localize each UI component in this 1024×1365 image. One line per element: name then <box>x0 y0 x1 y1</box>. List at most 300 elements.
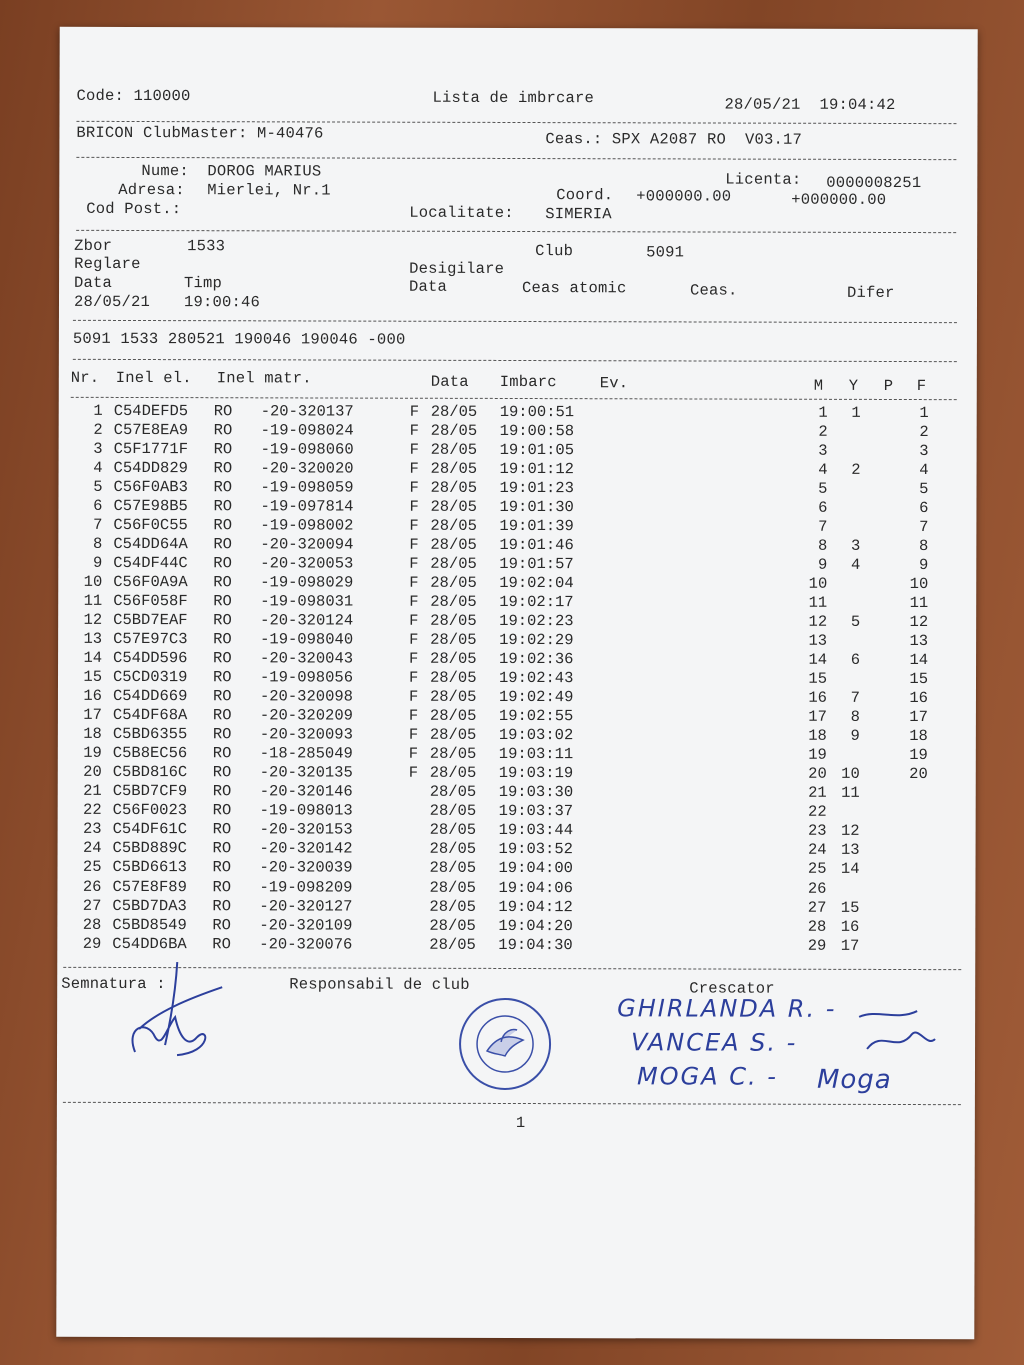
cell-nr: 27 <box>82 896 102 915</box>
col-f: F <box>916 377 927 396</box>
cell-m: 25 <box>807 860 827 879</box>
cell-el: C54DF44C <box>113 554 188 573</box>
cell-ro: RO <box>212 915 231 934</box>
cell-matr: -19-098013 <box>259 801 353 820</box>
cell-data: 28/05 <box>429 764 477 783</box>
cell-ro: RO <box>212 896 232 915</box>
cell-data: 28/05 <box>429 669 477 688</box>
cell-matr: -20-320142 <box>259 839 353 859</box>
cell-f: 17 <box>909 708 928 727</box>
cell-m: 11 <box>808 593 828 612</box>
cell-f: 2 <box>919 423 929 442</box>
cell-ro: RO <box>213 630 232 649</box>
handwritten-marks <box>857 999 937 1059</box>
cell-fl: F <box>409 573 419 592</box>
cell-m: 12 <box>808 612 828 632</box>
cell-f: 3 <box>919 442 929 461</box>
cell-data: 28/05 <box>429 935 476 954</box>
cell-ro: RO <box>213 459 233 478</box>
cell-nr: 11 <box>83 592 103 611</box>
cell-el: C54DEFD5 <box>113 401 189 421</box>
col-ev: Ev. <box>599 374 629 393</box>
cell-ro: RO <box>213 421 233 440</box>
cell-nr: 28 <box>82 915 102 934</box>
cell-el: C5BD889C <box>112 839 188 858</box>
cell-el: C54DD829 <box>113 458 189 478</box>
cell-time: 19:00:51 <box>499 402 575 422</box>
cell-time: 19:01:39 <box>499 517 574 536</box>
cell-f: 8 <box>919 537 929 556</box>
table-row <box>58 668 976 689</box>
cell-m: 8 <box>818 536 828 555</box>
cell-matr: -19-098059 <box>260 478 354 497</box>
cell-time: 19:03:02 <box>498 726 574 745</box>
data2-label: Data <box>409 277 448 296</box>
table-row <box>58 516 976 537</box>
cell-y: 3 <box>851 536 861 556</box>
club-value: 5091 <box>646 243 685 262</box>
cell-y: 14 <box>840 860 860 879</box>
cell-m: 14 <box>808 651 828 670</box>
cell-data: 28/05 <box>429 745 477 764</box>
cell-m: 28 <box>807 917 827 936</box>
cell-y: 7 <box>850 689 860 708</box>
cell-m: 9 <box>817 555 828 574</box>
cell-data: 28/05 <box>430 421 478 440</box>
cell-matr: -19-098024 <box>260 421 354 440</box>
cell-data: 28/05 <box>430 402 478 421</box>
cell-f: 16 <box>909 689 928 708</box>
cell-nr: 21 <box>83 782 102 801</box>
cell-f: 4 <box>919 461 929 480</box>
table-row <box>58 839 976 860</box>
cell-y: 10 <box>841 765 860 784</box>
cell-data: 28/05 <box>430 631 477 650</box>
cell-matr: -19-098040 <box>260 630 354 649</box>
col-y: Y <box>848 376 859 395</box>
cell-el: C56F0C55 <box>113 516 188 535</box>
table-row <box>59 440 977 461</box>
cell-time: 19:02:04 <box>499 574 574 593</box>
cell-y: 11 <box>841 784 860 803</box>
cell-m: 13 <box>808 631 828 651</box>
cell-nr: 17 <box>83 706 102 725</box>
table-row <box>59 402 977 423</box>
ceas-label: Ceas. <box>690 281 738 300</box>
col-inel-matr: Inel matr. <box>216 369 312 388</box>
cell-y: 12 <box>840 822 860 841</box>
cell-fl: F <box>409 478 419 497</box>
cell-nr: 25 <box>82 858 102 877</box>
cell-fl: F <box>408 668 419 688</box>
cell-data: 28/05 <box>429 783 477 802</box>
club-label: Club <box>535 242 574 261</box>
table-row <box>58 573 976 594</box>
cell-m: 21 <box>808 784 827 803</box>
col-m: M <box>813 376 824 395</box>
cell-data: 28/05 <box>429 726 477 745</box>
divider <box>76 230 956 233</box>
cell-matr: -20-320127 <box>259 896 353 916</box>
cell-nr: 29 <box>82 934 102 953</box>
cell-time: 19:02:43 <box>498 669 574 688</box>
table-row <box>58 706 976 727</box>
cell-data: 28/05 <box>429 707 477 726</box>
localitate-label: Localitate: <box>409 203 514 222</box>
cell-time: 19:04:06 <box>498 878 573 897</box>
table-row <box>57 934 975 955</box>
cell-matr: -20-320135 <box>259 763 353 782</box>
cell-nr: 19 <box>83 744 102 763</box>
table-row <box>59 421 977 442</box>
cell-nr: 4 <box>93 458 103 477</box>
table-row <box>58 744 976 765</box>
cell-time: 19:02:23 <box>499 612 574 631</box>
difer-label: Difer <box>846 283 895 302</box>
reglare-time: 19:00:46 <box>183 293 261 312</box>
cell-y: 13 <box>840 841 860 860</box>
cell-f: 5 <box>919 480 929 499</box>
zbor-label: Zbor <box>74 236 113 255</box>
cell-time: 19:02:55 <box>498 707 574 726</box>
handwritten-signature-3: Moga <box>816 1064 892 1095</box>
cell-nr: 16 <box>83 687 102 706</box>
cell-ro: RO <box>213 611 232 630</box>
cell-m: 23 <box>807 822 827 841</box>
table-row <box>57 858 975 879</box>
table-row <box>58 782 976 803</box>
cell-f: 18 <box>909 727 928 746</box>
cell-el: C56F058F <box>113 592 188 611</box>
cell-matr: -20-320146 <box>259 782 353 801</box>
responsabil-label: Responsabil de club <box>289 975 470 994</box>
cell-data: 28/05 <box>429 859 477 878</box>
reglare-date: 28/05/21 <box>73 292 151 312</box>
divider <box>73 320 957 323</box>
cell-ro: RO <box>213 516 233 535</box>
handwritten-name-2: VANCEA S. - <box>631 1028 798 1057</box>
clock-id: Ceas.: SPX A2087 RO V03.17 <box>545 130 802 149</box>
licenta-value: 0000008251 <box>826 173 922 193</box>
col-nr: Nr. <box>70 368 100 387</box>
cell-time: 19:03:52 <box>498 840 574 859</box>
semnatura-label: Semnatura : <box>61 974 166 994</box>
cell-y: 8 <box>850 708 860 727</box>
cell-nr: 5 <box>93 477 103 496</box>
cell-ro: RO <box>213 649 232 668</box>
cell-f: 20 <box>909 765 928 784</box>
cell-nr: 23 <box>82 820 102 839</box>
ceas-atomic-label: Ceas atomic <box>522 279 627 298</box>
cell-nr: 8 <box>93 535 103 554</box>
cell-matr: -20-320093 <box>259 725 353 744</box>
cell-data: 28/05 <box>429 916 476 935</box>
cell-matr: -19-097814 <box>260 497 354 516</box>
cell-m: 2 <box>818 422 828 441</box>
reglare-label: Reglare <box>74 254 141 274</box>
cell-f: 15 <box>909 670 929 689</box>
cell-el: C5BD6355 <box>112 725 188 744</box>
cell-time: 19:04:12 <box>498 897 573 916</box>
cell-time: 19:02:36 <box>499 650 574 669</box>
cell-time: 19:01:12 <box>499 460 575 479</box>
cell-fl: F <box>408 726 419 745</box>
cell-matr: -20-320137 <box>260 402 354 421</box>
cell-nr: 26 <box>82 877 102 896</box>
cell-ro: RO <box>213 497 233 516</box>
cell-el: C54DD64A <box>113 535 188 554</box>
cell-el: C57E98B5 <box>113 497 188 516</box>
cell-nr: 14 <box>83 649 103 668</box>
timp-label: Timp <box>184 274 223 293</box>
coord-label: Coord. <box>556 186 614 205</box>
cell-y: 16 <box>840 917 860 936</box>
cell-ro: RO <box>213 592 232 611</box>
cell-ro: RO <box>212 839 232 858</box>
divider <box>71 397 957 400</box>
cell-m: 26 <box>807 879 827 898</box>
cell-nr: 9 <box>92 554 103 573</box>
summary-line: 5091 1533 280521 190046 190046 -000 <box>72 329 406 349</box>
crescator-label: Crescator <box>689 979 775 998</box>
page-number: 1 <box>515 1113 526 1133</box>
print-datetime: 28/05/21 19:04:42 <box>724 95 896 114</box>
cell-fl: F <box>409 421 419 440</box>
cell-m: 29 <box>807 936 827 955</box>
cell-f: 11 <box>909 594 929 613</box>
cell-el: C56F0023 <box>112 801 188 820</box>
cell-nr: 6 <box>93 496 103 516</box>
cell-matr: -20-320094 <box>260 535 354 554</box>
document-page <box>56 27 977 1339</box>
cell-matr: -19-098002 <box>260 516 354 535</box>
cell-y: 1 <box>851 403 861 422</box>
data-label: Data <box>74 273 113 292</box>
cell-m: 17 <box>808 708 827 727</box>
cell-el: C5BD7DA3 <box>112 896 187 915</box>
cell-time: 19:00:58 <box>499 421 575 441</box>
cell-y: 17 <box>840 936 860 955</box>
cell-fl: F <box>409 554 419 573</box>
licenta-label: Licenta: <box>725 170 802 189</box>
cell-ro: RO <box>213 440 233 459</box>
cell-el: C56F0A9A <box>113 573 188 592</box>
cell-matr: -18-285049 <box>259 744 353 763</box>
cell-data: 28/05 <box>430 478 478 497</box>
cell-y: 6 <box>850 651 861 670</box>
cell-matr: -19-098056 <box>259 668 354 687</box>
cell-fl: F <box>409 497 419 516</box>
cell-nr: 22 <box>83 801 102 820</box>
cell-el: C57E8F89 <box>112 877 187 896</box>
cell-data: 28/05 <box>429 878 477 897</box>
cell-nr: 20 <box>83 763 102 782</box>
cell-el: C5CD0319 <box>112 668 188 687</box>
coord-value-1: +000000.00 <box>636 187 732 206</box>
cell-f: 9 <box>918 556 929 575</box>
cell-time: 19:01:30 <box>499 498 574 517</box>
handwritten-name-3: MOGA C. - <box>636 1062 778 1091</box>
table-row <box>58 535 976 556</box>
cell-m: 20 <box>808 765 827 784</box>
codpost-label: Cod Post.: <box>86 199 182 219</box>
table-row <box>57 877 975 898</box>
code-label: Code: 110000 <box>76 86 191 106</box>
cell-m: 18 <box>808 727 827 746</box>
cell-fl: F <box>409 611 419 630</box>
cell-time: 19:02:17 <box>499 593 574 612</box>
cell-m: 24 <box>807 841 827 860</box>
cell-time: 19:03:19 <box>498 764 574 783</box>
cell-f: 13 <box>909 632 929 651</box>
cell-y: 2 <box>851 460 861 479</box>
divider <box>76 157 956 160</box>
cell-nr: 13 <box>83 630 103 649</box>
cell-nr: 12 <box>83 611 103 630</box>
nume-label: Nume: <box>141 162 189 181</box>
cell-matr: -20-320153 <box>259 820 353 840</box>
cell-m: 16 <box>808 689 827 708</box>
signature-drawing <box>117 957 227 1057</box>
coord-value-2: +000000.00 <box>791 190 887 209</box>
cell-matr: -20-320043 <box>260 649 354 668</box>
cell-time: 19:03:30 <box>498 783 574 802</box>
cell-m: 3 <box>818 441 828 460</box>
cell-fl: F <box>408 745 419 764</box>
cell-matr: -20-320053 <box>260 554 354 573</box>
cell-data: 28/05 <box>429 840 477 859</box>
cell-ro: RO <box>212 877 232 896</box>
cell-ro: RO <box>212 744 232 763</box>
zbor-value: 1533 <box>187 237 226 256</box>
cell-ro: RO <box>212 801 232 820</box>
cell-ro: RO <box>213 573 232 592</box>
cell-fl: F <box>409 535 419 554</box>
cell-m: 5 <box>818 479 828 498</box>
cell-data: 28/05 <box>430 611 477 631</box>
cell-matr: -19-098060 <box>260 440 354 459</box>
cell-fl: F <box>408 764 419 783</box>
cell-nr: 18 <box>83 725 102 744</box>
cell-fl: F <box>408 688 419 707</box>
cell-y: 4 <box>850 556 861 575</box>
cell-m: 10 <box>808 574 828 593</box>
adresa-value: Mierlei, Nr.1 <box>207 181 331 200</box>
cell-f: 6 <box>919 499 929 518</box>
cell-time: 19:04:00 <box>498 859 573 878</box>
cell-fl: F <box>409 592 419 611</box>
cell-fl: F <box>409 459 419 478</box>
table-row <box>58 649 976 670</box>
col-inel-el: Inel el. <box>115 368 192 388</box>
cell-nr: 2 <box>93 420 103 439</box>
cell-el: C5BD6613 <box>112 858 187 877</box>
cell-f: 19 <box>909 746 928 765</box>
table-row <box>58 478 976 499</box>
cell-time: 19:01:46 <box>499 536 574 555</box>
cell-el: C5BD7EAF <box>113 611 188 630</box>
document-title: Lista de imbrcare <box>432 88 595 108</box>
divider <box>63 1102 961 1105</box>
cell-matr: -19-098029 <box>260 573 354 592</box>
cell-ro: RO <box>212 820 232 839</box>
cell-matr: -20-320209 <box>259 706 353 725</box>
cell-time: 19:02:49 <box>498 688 574 707</box>
cell-m: 15 <box>808 670 828 689</box>
table-row <box>57 896 975 917</box>
cell-nr: 3 <box>93 439 103 458</box>
cell-fl: F <box>409 440 419 459</box>
cell-el: C5F1771F <box>113 439 189 459</box>
cell-el: C54DF61C <box>112 820 188 839</box>
cell-fl: F <box>409 516 419 535</box>
cell-el: C54DD669 <box>112 687 188 706</box>
cell-m: 7 <box>818 517 828 536</box>
cell-el: C57E8EA9 <box>113 420 189 440</box>
cell-data: 28/05 <box>429 821 477 840</box>
cell-matr: -19-098031 <box>260 592 354 611</box>
cell-ro: RO <box>212 934 231 953</box>
cell-ro: RO <box>212 782 232 801</box>
cell-fl: F <box>409 402 420 421</box>
cell-y: 15 <box>840 898 860 917</box>
cell-ro: RO <box>213 402 233 421</box>
cell-ro: RO <box>212 858 232 877</box>
cell-nr: 10 <box>83 573 103 592</box>
cell-ro: RO <box>213 554 232 573</box>
cell-el: C54DF68A <box>112 706 188 725</box>
table-row <box>58 820 976 841</box>
cell-nr: 7 <box>93 515 103 535</box>
cell-matr: -20-320124 <box>260 611 354 630</box>
cell-el: C5BD816C <box>112 763 188 782</box>
localitate-value: SIMERIA <box>545 205 612 224</box>
adresa-label: Adresa: <box>118 180 185 200</box>
cell-el: C57E97C3 <box>113 630 188 649</box>
owner-name: DOROG MARIUS <box>207 162 322 181</box>
cell-time: 19:01:57 <box>499 555 574 574</box>
desigilare-label: Desigilare <box>409 259 505 278</box>
divider <box>73 359 957 362</box>
col-imbarc: Imbarc <box>499 372 557 392</box>
cell-m: 22 <box>808 803 827 822</box>
cell-ro: RO <box>212 706 232 725</box>
cell-el: C54DD596 <box>113 649 188 668</box>
cell-el: C56F0AB3 <box>113 478 188 497</box>
cell-matr: -20-320098 <box>259 687 354 706</box>
cell-m: 6 <box>818 498 828 517</box>
cell-data: 28/05 <box>430 592 477 612</box>
cell-f: 12 <box>909 613 929 632</box>
cell-el: C5BD7CF9 <box>112 782 188 801</box>
cell-f: 10 <box>909 575 929 594</box>
cell-m: 27 <box>807 898 827 917</box>
cell-nr: 24 <box>82 839 102 858</box>
table-row <box>58 801 976 822</box>
cell-time: 19:04:20 <box>498 916 573 935</box>
cell-nr: 15 <box>83 668 103 687</box>
cell-el: C54DD6BA <box>112 934 187 953</box>
cell-time: 19:04:30 <box>498 935 573 954</box>
table-row <box>57 915 975 936</box>
cell-data: 28/05 <box>430 650 477 669</box>
table-row <box>58 687 976 708</box>
cell-time: 19:02:29 <box>499 631 574 650</box>
cell-data: 28/05 <box>430 440 478 459</box>
cell-f: 14 <box>909 651 929 670</box>
cell-y: 9 <box>850 727 860 746</box>
cell-data: 28/05 <box>430 497 477 516</box>
